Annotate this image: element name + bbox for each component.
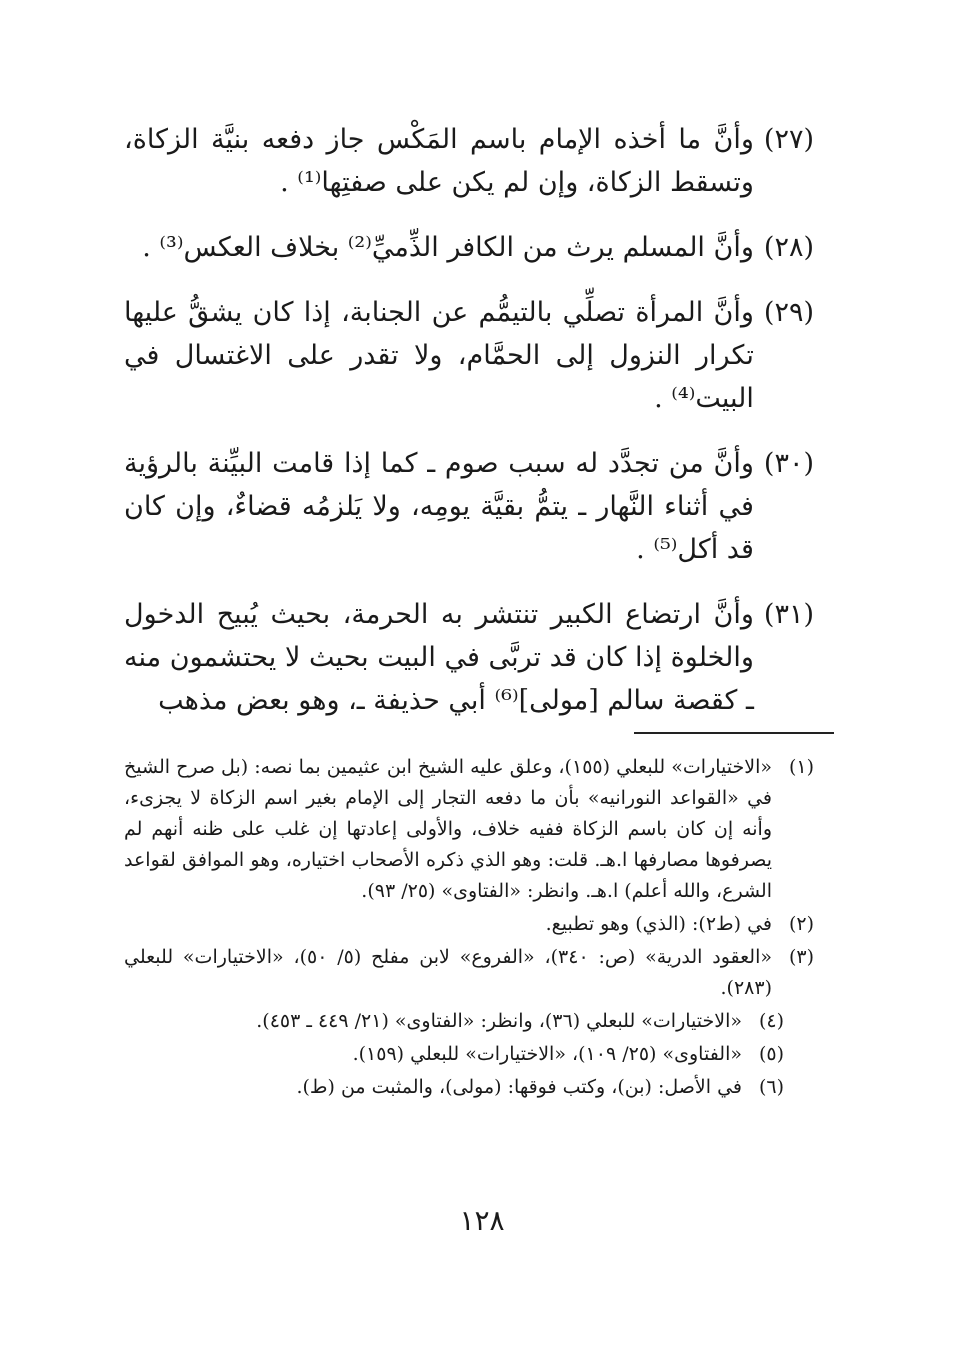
paragraph-number: (٣١): [763, 599, 814, 630]
footnote-6: [124, 1072, 814, 1103]
footnote-2: [124, 909, 814, 940]
paragraph-number: (٢٧): [763, 124, 814, 155]
footnote-text: «الفتاوى» (٢٥/ ١٠٩)، «الاختيارات» للبعلي (١٥٩).: [352, 1043, 742, 1065]
paragraph-number: (٢٨): [763, 232, 814, 263]
footnote-number: (٢): [788, 913, 814, 935]
paragraph-28: [124, 226, 814, 269]
paragraph-30: [124, 442, 814, 571]
footnote-number: (٦): [758, 1076, 784, 1098]
footnotes: [124, 752, 814, 1105]
footnote-text: «الاختيارات» للبعلي (١٥٥)، وعلق عليه الشيخ ابن عثيمين بما نصه: (بل صرح الشيخ في «القواعد النورانيه» بأن ما دفعه التجار إلى الإمام بغير اسم الزكاة لا يجزىء، وأنه إن كان باسم الزكاة ففيه خلاف، والأولى إعادتها إن غلب على ظنه أنهم لم يصرفوها مصارفها ا.هـ. قلت: وهو الذي ذكره الأصحاب اختياره، وهو الموافق لقواعد الشرع، والله أعلم) ا.هـ. وانظر: «الفتاوى» (٢٥/ ٩٣).: [124, 756, 772, 902]
paragraph-27: [124, 118, 814, 204]
footnote-4: [124, 1006, 814, 1037]
footnote-number: (١): [788, 756, 814, 778]
paragraph-text: وأنَّ من تجدَّد له سبب صوم ـ كما إذا قامت البيِّنة بالرؤية في أثناء النَّهار ـ يتمُّ بقيَّة يومِه، ولا يَلزمُه قضاءٌ، وإن كان قد أكل⁽⁵⁾ .: [124, 448, 754, 565]
footnote-3: [124, 942, 814, 1004]
paragraph-31: [124, 593, 814, 722]
footnote-text: «الاختيارات» للبعلي (٣٦)، وانظر: «الفتاوى» (٢١/ ٤٤٩ ـ ٤٥٣).: [256, 1010, 742, 1032]
paragraph-number: (٣٠): [763, 448, 814, 479]
paragraph-29: [124, 291, 814, 420]
paragraph-text: وأنَّ ارتضاع الكبير تنتشر به الحرمة، بحيث يُبيح الدخول والخلوة إذا كان قد تربَّى في البيت بحيث لا يحتشمون منه ـ كقصة سالم [مولى]⁽⁶⁾ أبي حذيفة ـ، وهو بعض مذهب: [124, 599, 754, 716]
main-text: [124, 118, 814, 744]
footnote-text: «العقود الدرية» (ص: ٣٤٠)، «الفروع» لابن مفلح (٥/ ٥٠)، «الاختيارات» للبعلي (٢٨٣).: [124, 946, 772, 999]
paragraph-number: (٢٩): [763, 297, 814, 328]
footnote-number: (٣): [788, 946, 814, 968]
page-number: ١٢٨: [459, 1204, 505, 1237]
paragraph-text: وأنَّ المرأة تصلِّي بالتيمُّم عن الجنابة، إذا كان يشقُّ عليها تكرار النزول إلى الحمَّام، ولا تقدر على الاغتسال في البيت⁽⁴⁾ .: [124, 297, 754, 414]
paragraph-text: وأنَّ ما أخذه الإمام باسم المَكْس جاز دفعه بنيَّة الزكاة، وتسقط الزكاة، وإن لم يكن على صفتِها⁽¹⁾ .: [124, 124, 754, 198]
footnote-5: [124, 1039, 814, 1070]
footnote-number: (٥): [758, 1043, 784, 1065]
footnote-number: (٤): [758, 1010, 784, 1032]
footnote-divider: [634, 732, 834, 734]
footnote-text: في الأصل: (بن)، وكتب فوقها: (مولى)، والمثبت من (ط).: [296, 1076, 742, 1098]
footnote-text: في (ط٢): (الذي) وهو تطبيع.: [545, 913, 772, 935]
footnote-1: [124, 752, 814, 907]
paragraph-text: وأنَّ المسلم يرث من الكافر الذِّميِّ⁽²⁾ بخلاف العكس⁽³⁾ .: [142, 232, 754, 263]
